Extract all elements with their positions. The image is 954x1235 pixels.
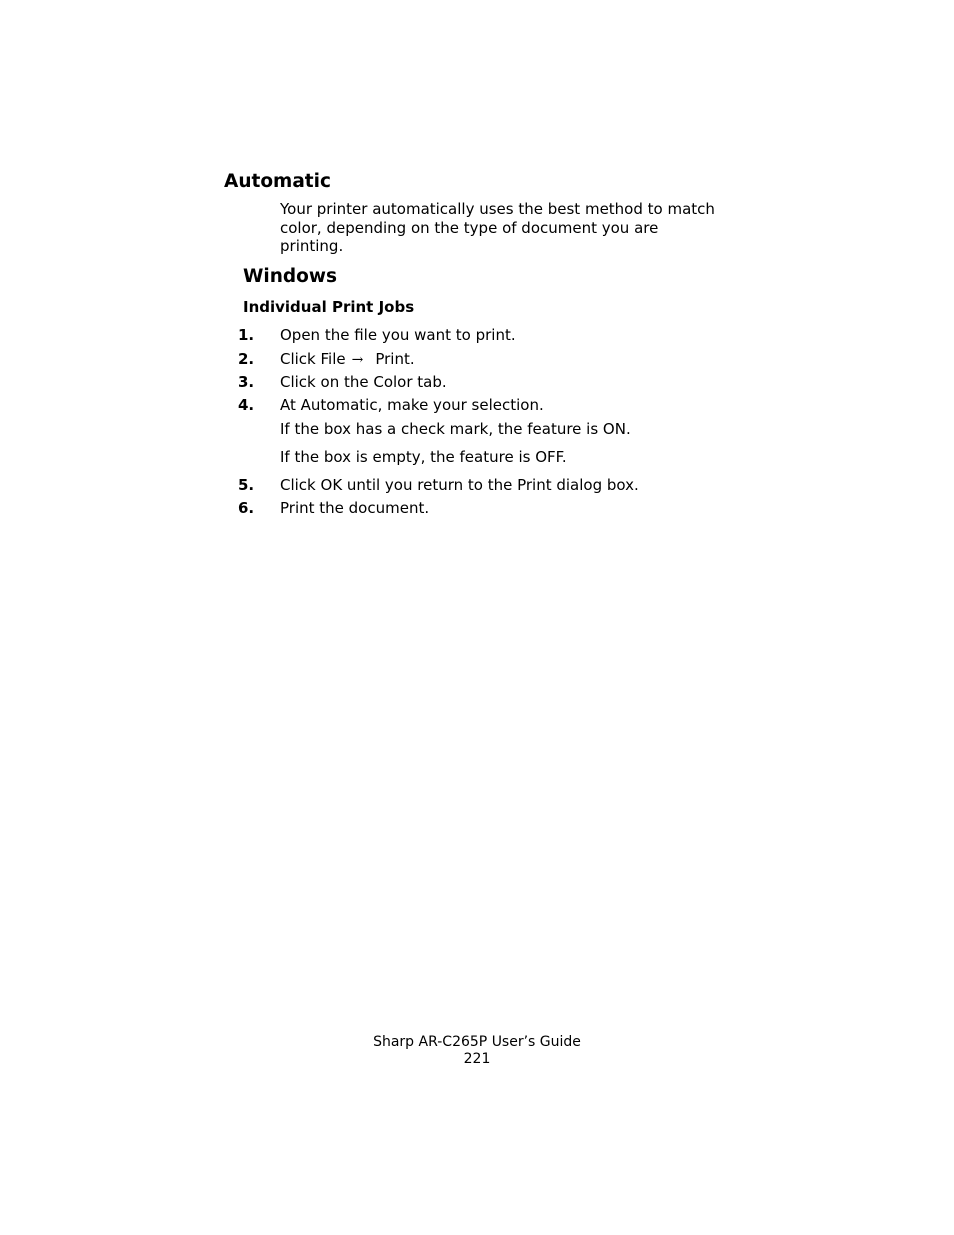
step-note: If the box has a check mark, the feature is ON. (280, 420, 631, 438)
intro-line: printing. (280, 237, 344, 255)
step-text: Open the file you want to print. (280, 326, 516, 344)
step-text (280, 350, 415, 369)
subsection-heading: Windows (243, 266, 337, 287)
subsection-subtitle: Individual Print Jobs (243, 298, 415, 316)
intro-line: Your printer automatically uses the best method to match (280, 200, 715, 218)
step-number: 1. (238, 326, 255, 344)
step-text-part: Click File (280, 350, 346, 368)
arrow-right-icon: → (351, 352, 364, 368)
step-text: Click on the Color tab. (280, 373, 447, 391)
section-heading: Automatic (224, 171, 331, 192)
step-number: 2. (238, 350, 255, 368)
intro-paragraph (280, 200, 750, 256)
footer-guide-title: Sharp AR-C265P User’s Guide (373, 1034, 581, 1050)
step-note: If the box is empty, the feature is OFF. (280, 448, 567, 466)
step-text-part: Print. (375, 350, 415, 368)
step-text: Click OK until you return to the Print dialog box. (280, 476, 639, 494)
step-number: 5. (238, 476, 255, 494)
step-number: 3. (238, 373, 255, 391)
step-number: 4. (238, 396, 255, 414)
step-text: Print the document. (280, 499, 430, 517)
step-text: At Automatic, make your selection. (280, 396, 544, 414)
footer-page-number: 221 (463, 1051, 491, 1067)
step-number: 6. (238, 499, 255, 517)
intro-line: color, depending on the type of document you are (280, 218, 659, 237)
